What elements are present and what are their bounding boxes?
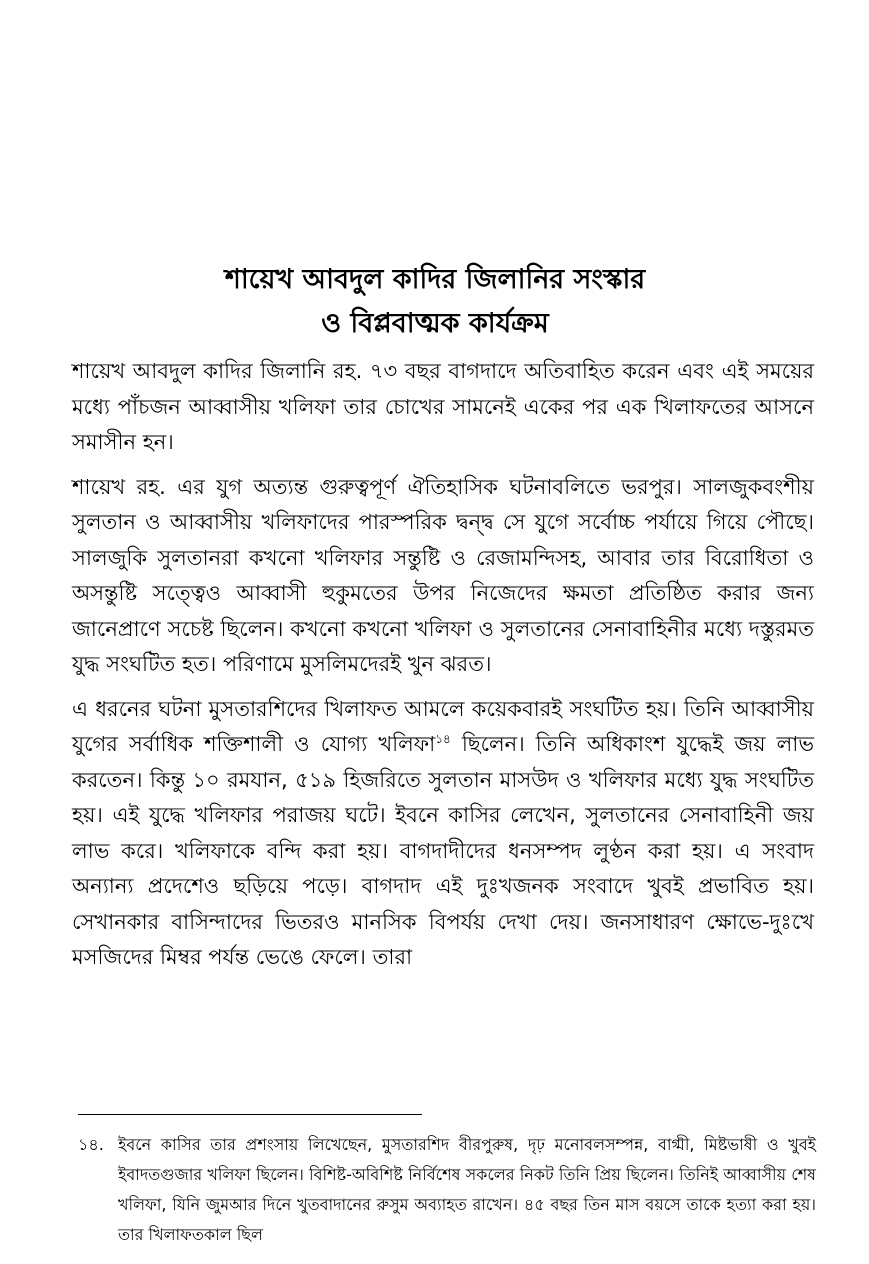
footnote	[78, 1130, 816, 1250]
paragraph-2: শায়েখ রহ. এর যুগ অত্যন্ত গুরুত্বপূর্ণ ঐতিহাসিক ঘটনাবলিতে ভরপুর। সালজুকবংশীয় সুলতান ও আব্বাসীয় খলিফাদের পারস্পরিক দ্বন্দ্ব সে যুগে সর্বোচ্চ পর্যায়ে গিয়ে পৌছে। সালজুকি সুলতানরা কখনো খলিফার সন্তুষ্টি ও রেজামন্দিসহ, আবার তার বিরোধিতা ও অসন্তুষ্টি সত্ত্বেও আব্বাসী হুকুমতের উপর নিজেদের ক্ষমতা প্রতিষ্ঠিত করার জন্য জানেপ্রাণে সচেষ্ট ছিলেন। কখনো কখনো খলিফা ও সুলতানের সেনাবাহিনীর মধ্যে দস্তুরমত যুদ্ধ সংঘটিত হত। পরিণামে মুসলিমদেরই খুন ঝরত।	[72, 474, 814, 676]
footnote-number: ১৪.	[78, 1135, 104, 1154]
footnote-text: ইবনে কাসির তার প্রশংসায় লিখেছেন, মুসতারশিদ বীরপুরুষ, দৃঢ় মনোবলসম্পন্ন, বাগ্মী, মিষ্টভাষী ও খুবই ইবাদতগুজার খলিফা ছিলেন। বিশিষ্ট-অবিশিষ্ট নির্বিশেষ সকলের নিকট তিনি প্রিয় ছিলেন। তিনিই আব্বাসীয় শেষ খলিফা, যিনি জুমআর দিনে খুতবাদানের রুসুম অব্যাহত রাখেন। ৪৫ বছর তিন মাস বয়সে তাকে হত্যা করা হয়। তার খিলাফতকাল ছিল	[118, 1135, 816, 1244]
body-text	[72, 354, 814, 985]
paragraph-3-text-end: ছিলেন। তিনি অধিকাংশ যুদ্ধেই জয় লাভ করতেন। কিন্তু ১০ রমযান, ৫১৯ হিজরিতে সুলতান মাসউদ ও খলিফার মধ্যে যুদ্ধ সংঘটিত হয়। এই যুদ্ধে খলিফার পরাজয় ঘটে। ইবনে কাসির লেখেন, সুলতানের সেনাবাহিনী জয় লাভ করে। খলিফাকে বন্দি করা হয়। বাগদাদীদের ধনসম্পদ লুণ্ঠন করা হয়। এ সংবাদ অন্যান্য প্রদেশেও ছড়িয়ে পড়ে। বাগদাদ এই দুঃখজনক সংবাদে খুবই প্রভাবিত হয়। সেখানকার বাসিন্দাদের ভিতরও মানসিক বিপর্যয় দেখা দেয়। জনসাধারণ ক্ষোভে-দুঃখে মসজিদের মিম্বর পর্যন্ত ভেঙে ফেলে। তারা	[72, 732, 814, 969]
paragraph-3	[72, 692, 814, 976]
chapter-title-line-1: শায়েখ আবদুল কাদির জিলানির সংস্কার	[224, 264, 646, 295]
paragraph-1: শায়েখ আবদুল কাদির জিলানি রহ. ৭৩ বছর বাগদাদে অতিবাহিত করেন এবং এই সময়ের মধ্যে পাঁচজন আব্বাসীয় খলিফা তার চোখের সামনেই একের পর এক খিলাফতের আসনে সমাসীন হন।	[72, 359, 814, 454]
footnote-reference: ১৪	[435, 732, 451, 746]
paragraph-3-text-start: এ ধরনের ঘটনা মুসতারশিদের খিলাফত আমলে কয়েকবারই সংঘটিত হয়। তিনি আব্বাসীয় যুগের সর্বাধিক শক্তিশালী ও যোগ্য খলিফা	[72, 696, 814, 756]
chapter-title-line-2: ও বিপ্লবাত্মক কার্যক্রম	[321, 308, 549, 339]
chapter-title	[60, 258, 810, 346]
footnote-divider	[78, 1114, 422, 1115]
